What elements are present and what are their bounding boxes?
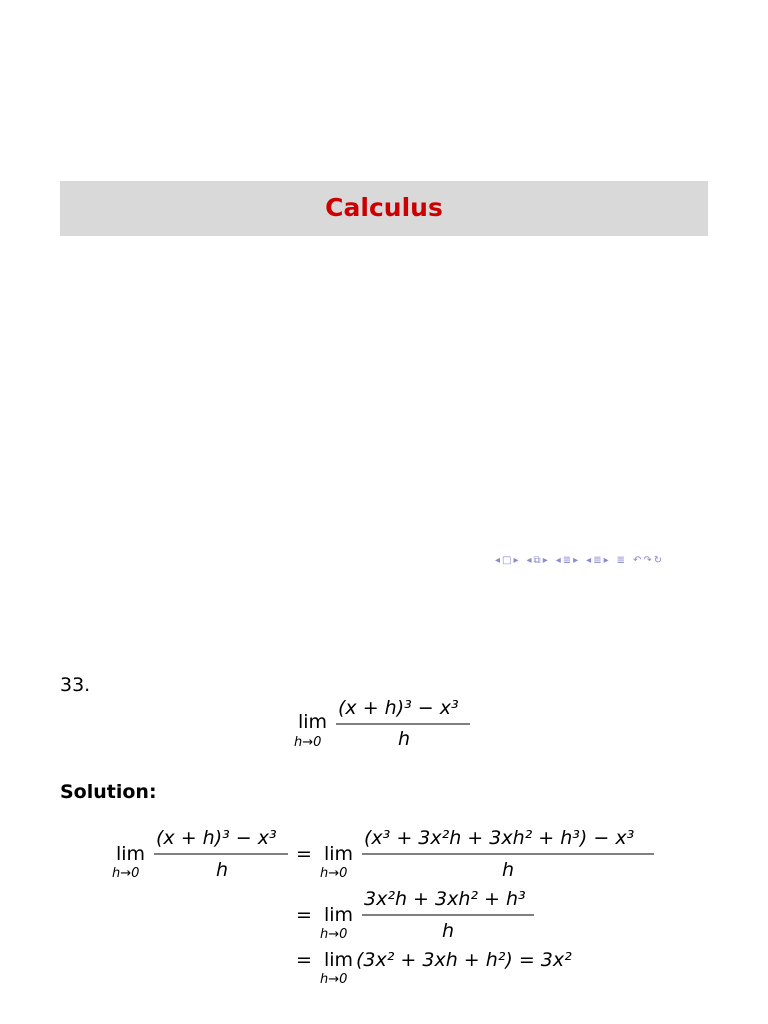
nav-back-icon[interactable]: ↶ [633,555,642,566]
lim-operator: lim [324,904,354,926]
solution-line-1 [112,827,654,881]
fraction-numerator: 3x²h + 3xh² + h³ [364,888,526,910]
equals-sign: = [296,949,312,971]
nav-section-icon[interactable]: ≣ [562,555,572,566]
solution-line-2 [296,888,534,942]
fraction-denominator: h [442,920,455,942]
fraction-denominator: h [398,728,411,750]
solution-label: Solution: [60,781,157,803]
nav-frame-icon[interactable]: □ [502,555,512,566]
equals-sign: = [296,904,312,926]
lim-operator: lim [298,711,328,733]
lim-subscript: h→0 [294,735,322,750]
nav-subsection-icon[interactable]: ⧉ [533,555,541,566]
fraction-numerator: (x + h)³ − x³ [338,697,459,719]
lim-operator: lim [116,843,146,865]
nav-forward-icon[interactable]: ↷ [643,555,652,566]
nav-doc-icon[interactable]: ≣ [593,555,602,566]
lim-subscript: h→0 [320,927,348,942]
solution-line-3 [296,949,572,987]
fraction-numerator: (x + h)³ − x³ [156,827,277,849]
lim-subscript: h→0 [112,866,140,881]
nav-search-icon[interactable]: ↻ [653,555,663,566]
lim-operator: lim [324,949,354,971]
equals-sign: = [296,843,312,865]
nav-next-doc-icon[interactable]: ▸ [603,555,609,566]
fraction-numerator: (x³ + 3x²h + 3xh² + h³) − x³ [364,827,635,849]
nav-prev-frame-icon[interactable]: ◂ [495,555,501,566]
fraction-denominator: h [216,859,229,881]
final-expression: (3x² + 3xh + h²) = 3x² [356,949,572,971]
nav-prev-section-icon[interactable]: ◂ [555,555,561,566]
nav-prev-subsection-icon[interactable]: ◂ [526,555,532,566]
nav-next-subsection-icon[interactable]: ▸ [542,555,548,566]
problem-number: 33. [60,674,91,696]
lim-subscript: h→0 [320,866,348,881]
nav-next-frame-icon[interactable]: ▸ [513,555,519,566]
lim-subscript: h→0 [320,972,348,987]
nav-next-section-icon[interactable]: ▸ [573,555,579,566]
lim-operator: lim [324,843,354,865]
fraction-denominator: h [502,859,515,881]
nav-appendix-icon[interactable]: ≣ [616,555,626,566]
slide-title-text: Calculus [325,193,443,222]
nav-prev-doc-icon[interactable]: ◂ [586,555,592,566]
problem-limit [294,697,470,750]
